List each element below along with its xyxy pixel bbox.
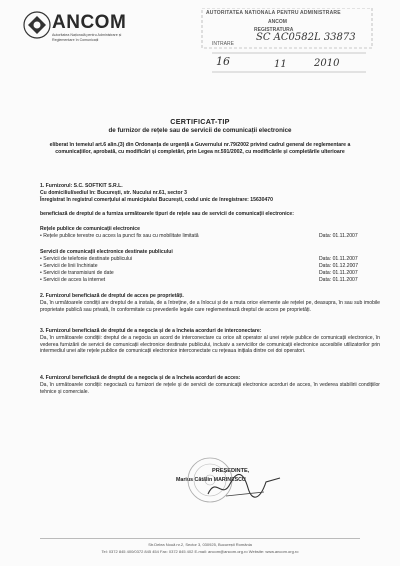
registration-stamp [196,8,376,74]
agreements-heading: 4. Furnizorul beneficiază de dreptul de a negocia și de a încheia acorduri de acces: [40,375,241,381]
provider-address: Cu domiciliul/sediul în: București, str. Nucului nr.61, sector 3 [40,190,187,196]
list-item-date: Data: 01.12.2007 [319,263,359,269]
stamp-year: 2010 [314,58,340,69]
agreements-body: Da, în următoarele condiții: negociază cu furnizori de rețele și de servicii de comunicații electronice acorduri de acces, în vederea stabilirii condițiilor tehnice și comerciale. [40,382,380,395]
footer-contact: Tel: 0372 845 400/0372 845 454 Fax: 0372 845 402 E-mail: ancom@ancom.org.ro Website: www.ancom.org.ro [101,549,299,554]
stamp-label: INTRARE [212,41,234,47]
list-item: • Servicii de telefonie destinate publicului [40,256,133,262]
logo-name: ANCOM [52,12,127,33]
stamp-ancom: ANCOM [268,19,287,25]
ancom-logo-icon [22,10,52,40]
certificate-subtitle: de furnizor de rețele sau de servicii de comunicații electronice [108,127,292,134]
provider-registry: Înregistrat în registrul comerțului al municipiului București, codul unic de înregistrare: 15630470 [40,197,273,203]
list-item-date: Data: 01.11.2007 [319,277,358,283]
list-item-date: Data: 01.11.2007 [319,256,358,262]
list-item: • Servicii de acces la internet [40,277,106,283]
logo-subtitle: Autoritatea Națională pentru Administrare și Reglementare în Comunicații [52,33,122,42]
services-heading: Servicii de comunicații electronice destinate publicului [40,249,173,255]
stamp-registry: REGISTRATURA [254,27,294,33]
provider-benefit: beneficiază de dreptul de a furniza următoarele tipuri de rețele sau de servicii de comunicații electronice: [40,211,294,217]
list-item: • Servicii de linii închiriate [40,263,98,269]
legal-basis: eliberat în temeiul art.6 alin.(3) din Ordonanța de urgență a Guvernului nr.79/2002 privind cadrul general de reglementare a comunicațiilor, aprobată, cu modificări și completări, prin Legea nr.591/2002, cu modificările și completările ulterioare [49,142,351,155]
list-item-date: Data: 01.11.2007 [319,233,358,239]
stamp-authority: AUTORITATEA NATIONALA PENTRU ADMINISTRARE [206,10,341,16]
list-item: • Rețele publice terestre cu acces la punct fix sau cu mobilitate limitată [40,233,199,239]
certificate-title: CERTIFICAT-TIP [170,117,230,126]
access-body: Da, în următoarele condiții are dreptul de a instala, de a întreține, de a înlocui și de a muta orice elemente ale rețelei pe, deasupra, în sau sub imobile proprietate publică sau privată, în conformitate cu prevederile legale care reglementează dreptul de acces pe proprietăți. [40,300,380,313]
footer-address: Str.Delea Nouă nr.2, Sector 3, 030925, București România [148,542,252,547]
signature-title: PREȘEDINTE, [212,468,250,474]
interconnection-heading: 3. Furnizorul beneficiază de dreptul de a negocia și de a încheia acorduri de interconectare: [40,328,262,334]
provider-heading: 1. Furnizorul: S.C. SOFTKIT S.R.L. [40,183,123,189]
signature-name: Marius Cătălin MARINESCU [176,477,246,483]
footer-divider [40,538,360,539]
handwritten-signature-icon [204,470,284,502]
stamp-number: SC AC0582L 33873 [256,32,356,43]
list-item: • Servicii de transmisiuni de date [40,270,114,276]
list-item-date: Data: 01.11.2007 [319,270,358,276]
stamp-month: 11 [274,59,287,70]
interconnection-body: Da, în următoarele condiții: dreptul de a negocia un acord de interconectare cu orice alt operator al unei rețele publice de comunicații electronice, în vederea furnizării de servicii de comunicații electronice destinate publicului, inclusiv a serviciilor de comunicații electronice accesibile utilizatorilor prin intermediul unei alte rețele publice de comunicații electronice interconectate cu rețeaua inițiala dintre cei doi operatori. [40,335,380,355]
stamp-day: 16 [216,55,230,68]
networks-heading: Rețele publice de comunicații electronice [40,226,140,232]
access-heading: 2. Furnizorul beneficiază de dreptul de acces pe proprietăți. [40,293,184,299]
